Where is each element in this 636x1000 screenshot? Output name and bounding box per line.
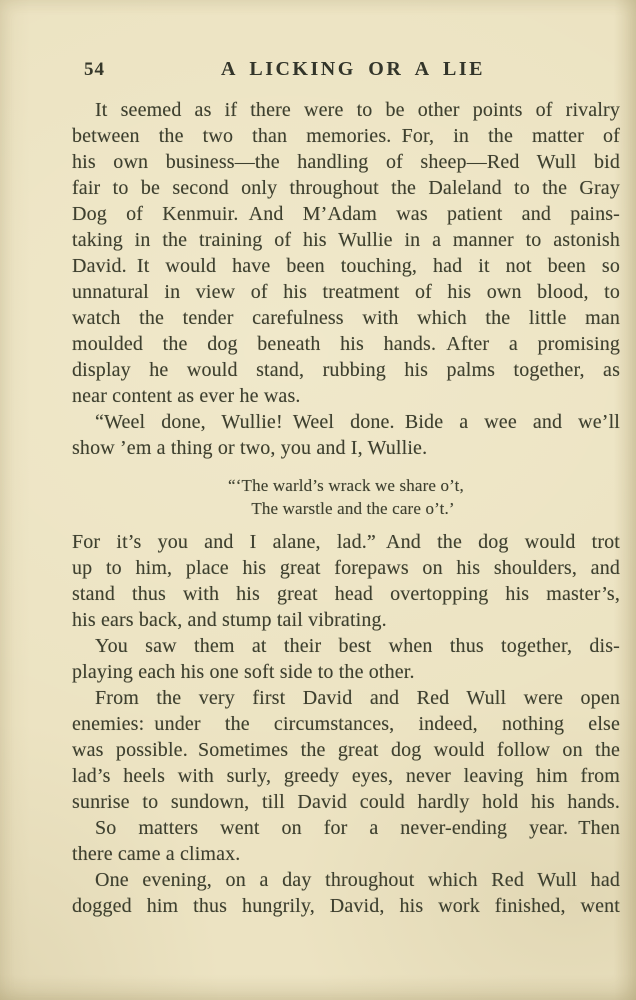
- text-line: Dog of Kenmuir. And M’Adam was patient and pains-: [72, 203, 620, 225]
- text-line: near content as ever he was.: [72, 385, 301, 407]
- text-line: unnatural in view of his treatment of his own blood, to: [72, 281, 620, 303]
- text-line: moulded the dog beneath his hands. After a promising: [72, 333, 620, 355]
- text-line: From the very first David and Red Wull were open: [95, 687, 620, 709]
- verse-block: [72, 474, 620, 520]
- page-number: 54: [84, 59, 105, 80]
- text-line: “‘The warld’s wrack we share o’t,: [228, 476, 464, 495]
- text-line: display he would stand, rubbing his palms together, as: [72, 359, 620, 381]
- page-header: [72, 58, 620, 84]
- text-line: The warstle and the care o’t.’: [251, 499, 455, 518]
- text-line: So matters went on for a never-ending year. Then: [95, 817, 620, 839]
- text-line: It seemed as if there were to be other points of rivalry: [95, 99, 620, 121]
- paragraph: [72, 633, 620, 685]
- text-line: was possible. Sometimes the great dog would follow on the: [72, 739, 620, 761]
- text-line: there came a climax.: [72, 843, 241, 865]
- paragraph: [72, 529, 620, 633]
- paragraph: [72, 815, 620, 867]
- text-line: up to him, place his great forepaws on his shoulders, and: [72, 557, 620, 579]
- page-content: [72, 0, 620, 919]
- text-line: lad’s heels with surly, greedy eyes, never leaving him from: [72, 765, 620, 787]
- text-line: his own business—the handling of sheep—Red Wull bid: [72, 151, 620, 173]
- paragraph: [72, 409, 620, 461]
- text-line: his ears back, and stump tail vibrating.: [72, 609, 387, 631]
- text-line: You saw them at their best when thus together, dis-: [95, 635, 620, 657]
- text-line: watch the tender carefulness with which the little man: [72, 307, 620, 329]
- text-line: stand thus with his great head overtopping his master’s,: [72, 583, 620, 605]
- text-line: David. It would have been touching, had it not been so: [72, 255, 620, 277]
- text-line: dogged him thus hungrily, David, his work finished, went: [72, 895, 620, 917]
- text-line: sunrise to sundown, till David could hardly hold his hands.: [72, 791, 620, 813]
- text-line: taking in the training of his Wullie in a manner to astonish: [72, 229, 620, 251]
- text-line: show ’em a thing or two, you and I, Wullie.: [72, 437, 428, 459]
- text-line: enemies: under the circumstances, indeed, nothing else: [72, 713, 620, 735]
- paragraph: [72, 685, 620, 815]
- text-line: One evening, on a day throughout which Red Wull had: [95, 869, 620, 891]
- text-line: “Weel done, Wullie! Weel done. Bide a wee and we’ll: [95, 411, 620, 433]
- text-line: fair to be second only throughout the Daleland to the Gray: [72, 177, 620, 199]
- text-line: playing each his one soft side to the other.: [72, 661, 415, 683]
- paragraph: [72, 97, 620, 409]
- text-line: between the two than memories. For, in the matter of: [72, 125, 620, 147]
- paragraph: [72, 867, 620, 919]
- running-title: A LICKING OR A LIE: [221, 58, 485, 80]
- text-line: For it’s you and I alane, lad.” And the dog would trot: [72, 531, 620, 553]
- text-block: [72, 97, 620, 919]
